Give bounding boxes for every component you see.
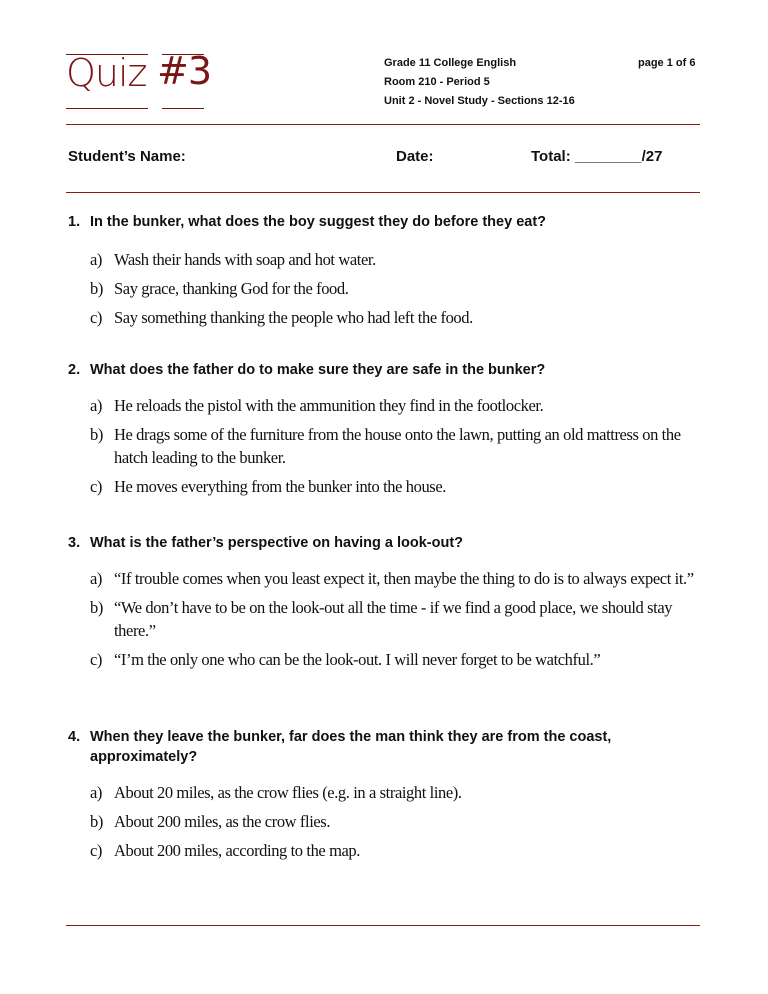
answer-letter: b) [90,812,103,831]
footer-divider [66,925,700,926]
answer-option[interactable] [90,394,704,417]
unit-info: Unit 2 - Novel Study - Sections 12-16 [384,95,575,107]
answer-letter: c) [90,841,103,860]
quiz-logo [66,48,212,112]
page-number: page 1 of 6 [638,57,696,69]
question-2 [68,360,704,380]
answer-letter: a) [90,250,103,269]
question-text: When they leave the bunker, far does the man think they are from the coast, approximately? [90,729,612,765]
question-1 [68,212,704,232]
total-label: Total: ________/27 [531,148,663,165]
answer-letter: b) [90,425,103,444]
question-text: In the bunker, what does the boy suggest they do before they eat? [90,214,547,230]
answer-letter: c) [90,308,103,327]
answer-text: He moves everything from the bunker into the house. [114,477,446,496]
answer-letter: a) [90,783,103,802]
answer-text: Wash their hands with soap and hot water. [114,250,376,269]
logo-number: #3 [157,49,212,93]
answer-option[interactable] [90,277,704,300]
question-4 [68,727,704,767]
answer-letter: c) [90,477,103,496]
answer-text: Say something thanking the people who had left the food. [114,308,473,327]
question-2-answers [90,394,704,504]
answer-option[interactable] [90,596,704,642]
question-number: 4. [68,729,81,745]
answer-text: He drags some of the furniture from the house onto the lawn, putting an old mattress on the hatch leading to the bunker. [114,425,681,467]
question-number: 2. [68,362,81,378]
question-text: What is the father’s perspective on having a look-out? [90,535,464,551]
student-row-divider [66,192,700,193]
answer-text: About 20 miles, as the crow flies (e.g. in a straight line). [114,783,462,802]
question-text: What does the father do to make sure they are safe in the bunker? [90,362,546,378]
answer-text: “We don’t have to be on the look-out all the time - if we find a good place, we should stay there.” [114,598,673,640]
answer-text: About 200 miles, as the crow flies. [114,812,331,831]
answer-letter: c) [90,650,103,669]
answer-text: “If trouble comes when you least expect it, then maybe the thing to do is to always expect it.” [114,569,694,588]
room-period: Room 210 - Period 5 [384,76,490,88]
question-number: 1. [68,214,81,230]
answer-option[interactable] [90,248,704,271]
question-number: 3. [68,535,81,551]
date-label: Date: [396,148,434,165]
answer-text: “I’m the only one who can be the look-out. I will never forget to be watchful.” [114,650,601,669]
logo-bottom-rule-right [162,108,204,109]
question-1-answers [90,248,704,335]
answer-letter: a) [90,569,103,588]
answer-letter: a) [90,396,103,415]
student-name-label: Student’s Name: [68,148,186,165]
answer-option[interactable] [90,567,704,590]
logo-word: Quiz [66,51,147,95]
answer-option[interactable] [90,423,704,469]
question-3 [68,533,704,553]
question-3-answers [90,567,704,677]
course-title: Grade 11 College English [384,57,517,69]
answer-letter: b) [90,598,103,617]
answer-option[interactable] [90,306,704,329]
answer-option[interactable] [90,648,704,671]
answer-option[interactable] [90,475,704,498]
answer-text: About 200 miles, according to the map. [114,841,360,860]
answer-letter: b) [90,279,103,298]
answer-option[interactable] [90,810,704,833]
answer-option[interactable] [90,781,704,804]
question-4-answers [90,781,704,868]
logo-bottom-rule-left [66,108,148,109]
answer-text: Say grace, thanking God for the food. [114,279,349,298]
answer-option[interactable] [90,839,704,862]
answer-text: He reloads the pistol with the ammunition they find in the footlocker. [114,396,544,415]
header-divider [66,124,700,125]
